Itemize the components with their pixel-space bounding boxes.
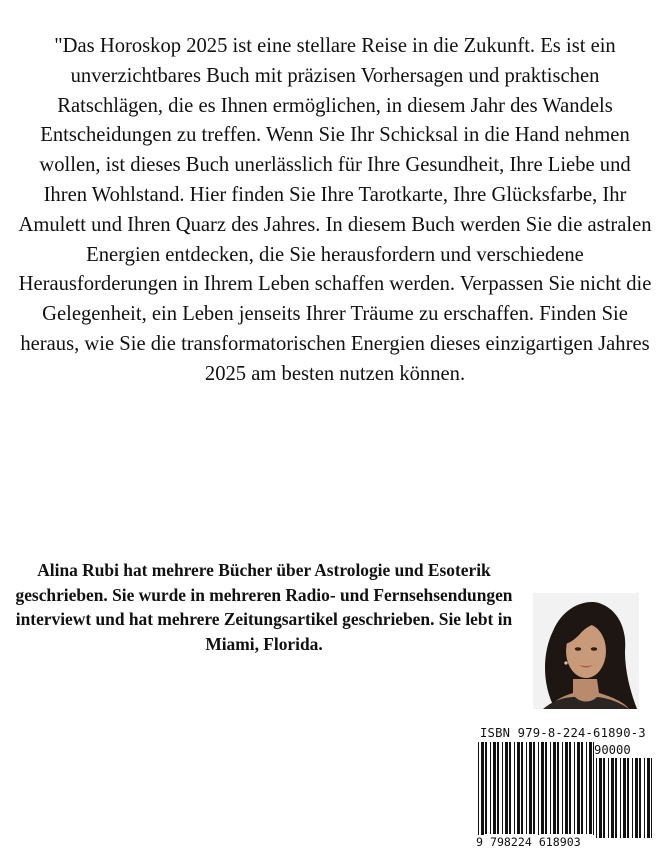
- barcode-bar: [502, 742, 503, 834]
- barcode-bar: [538, 742, 539, 838]
- isbn-label: ISBN 979-8-224-61890-3: [480, 726, 646, 740]
- barcode-bar: [485, 742, 487, 834]
- barcode-bar: [509, 742, 511, 834]
- barcode-bar: [615, 758, 617, 838]
- barcode-bar: [521, 742, 523, 834]
- barcode-bar: [644, 758, 645, 838]
- barcode-bar: [593, 742, 594, 838]
- barcode-bar: [562, 742, 563, 834]
- barcode-bar: [608, 758, 609, 838]
- barcode-bar: [589, 742, 592, 834]
- barcode-bar: [574, 742, 575, 834]
- barcode-bar: [526, 742, 527, 834]
- barcode-bar: [599, 758, 602, 838]
- barcode-bar: [603, 758, 605, 838]
- barcode-bar: [481, 742, 484, 838]
- ean-barcode-bars: [478, 742, 594, 838]
- barcode-bar: [639, 758, 641, 838]
- barcode-bar: [577, 742, 580, 834]
- barcode-bar: [533, 742, 535, 834]
- barcode-bar: [635, 758, 638, 838]
- barcode-bar: [493, 742, 496, 834]
- barcode-bar: [550, 742, 551, 834]
- barcode-bar: [632, 758, 633, 838]
- author-photo: [533, 593, 639, 709]
- barcode-bar: [627, 758, 629, 838]
- isbn-barcode: [470, 724, 662, 856]
- barcode-bar: [651, 758, 652, 838]
- barcode-bar: [611, 758, 614, 838]
- barcode-bar: [569, 742, 571, 834]
- barcode-bar: [596, 758, 597, 838]
- barcode-bar: [565, 742, 568, 834]
- barcode-bar: [505, 742, 508, 834]
- barcode-bar: [581, 742, 583, 834]
- barcode-bar: [541, 742, 544, 834]
- barcode-bar: [490, 742, 491, 834]
- barcode-bar: [586, 742, 587, 834]
- barcode-bar: [557, 742, 559, 834]
- barcode-bar: [620, 758, 621, 838]
- barcode-bar: [647, 758, 650, 838]
- barcode-bar: [478, 742, 479, 838]
- ean-digits: 9 798224 618903: [476, 835, 596, 849]
- barcode-bar: [553, 742, 556, 834]
- barcode-bar: [623, 758, 626, 838]
- barcode-bar: [545, 742, 547, 834]
- barcode-bar: [497, 742, 499, 834]
- barcode-bar: [517, 742, 520, 834]
- author-portrait-illustration: [533, 593, 639, 709]
- price-code: 90000: [594, 743, 631, 757]
- book-blurb: "Das Horoskop 2025 ist eine stellare Reise in die Zukunft. Es ist ein unverzichtbares Buch mit präzisen Vorhersagen und praktischen Ratschlägen, die es Ihnen ermöglichen, in diesem Jahr des Wandels Entscheidungen zu treffen. Wenn Sie Ihr Schicksal in die Hand nehmen wollen, ist dieses Buch unerlässlich für Ihre Gesundheit, Ihre Liebe und Ihren Wohlstand. Hier finden Sie Ihre Tarotkarte, Ihre Glücksfarbe, Ihr Amulett und Ihren Quarz des Jahres. In diesem Buch werden Sie die astralen Energien entdecken, die Sie herausfordern und verschiedene Herausforderungen in Ihrem Leben schaffen werden. Verpassen Sie nicht die Gelegenheit, ein Leben jenseits Ihrer Träume zu erschaffen. Finden Sie heraus, wie Sie die transformatorischen Energien dieses einzigartigen Jahres 2025 am besten nutzen können.: [18, 35, 652, 385]
- author-bio: Alina Rubi hat mehrere Bücher über Astrologie und Esoterik geschrieben. Sie wurde in mehreren Radio- und Fernsehsendungen interviewt und hat mehrere Zeitungsartikel geschrieben. Sie lebt in Miami, Florida.: [15, 560, 513, 654]
- barcode-bar: [529, 742, 532, 834]
- barcode-bar: [514, 742, 515, 834]
- addon-barcode-bars: [596, 758, 652, 838]
